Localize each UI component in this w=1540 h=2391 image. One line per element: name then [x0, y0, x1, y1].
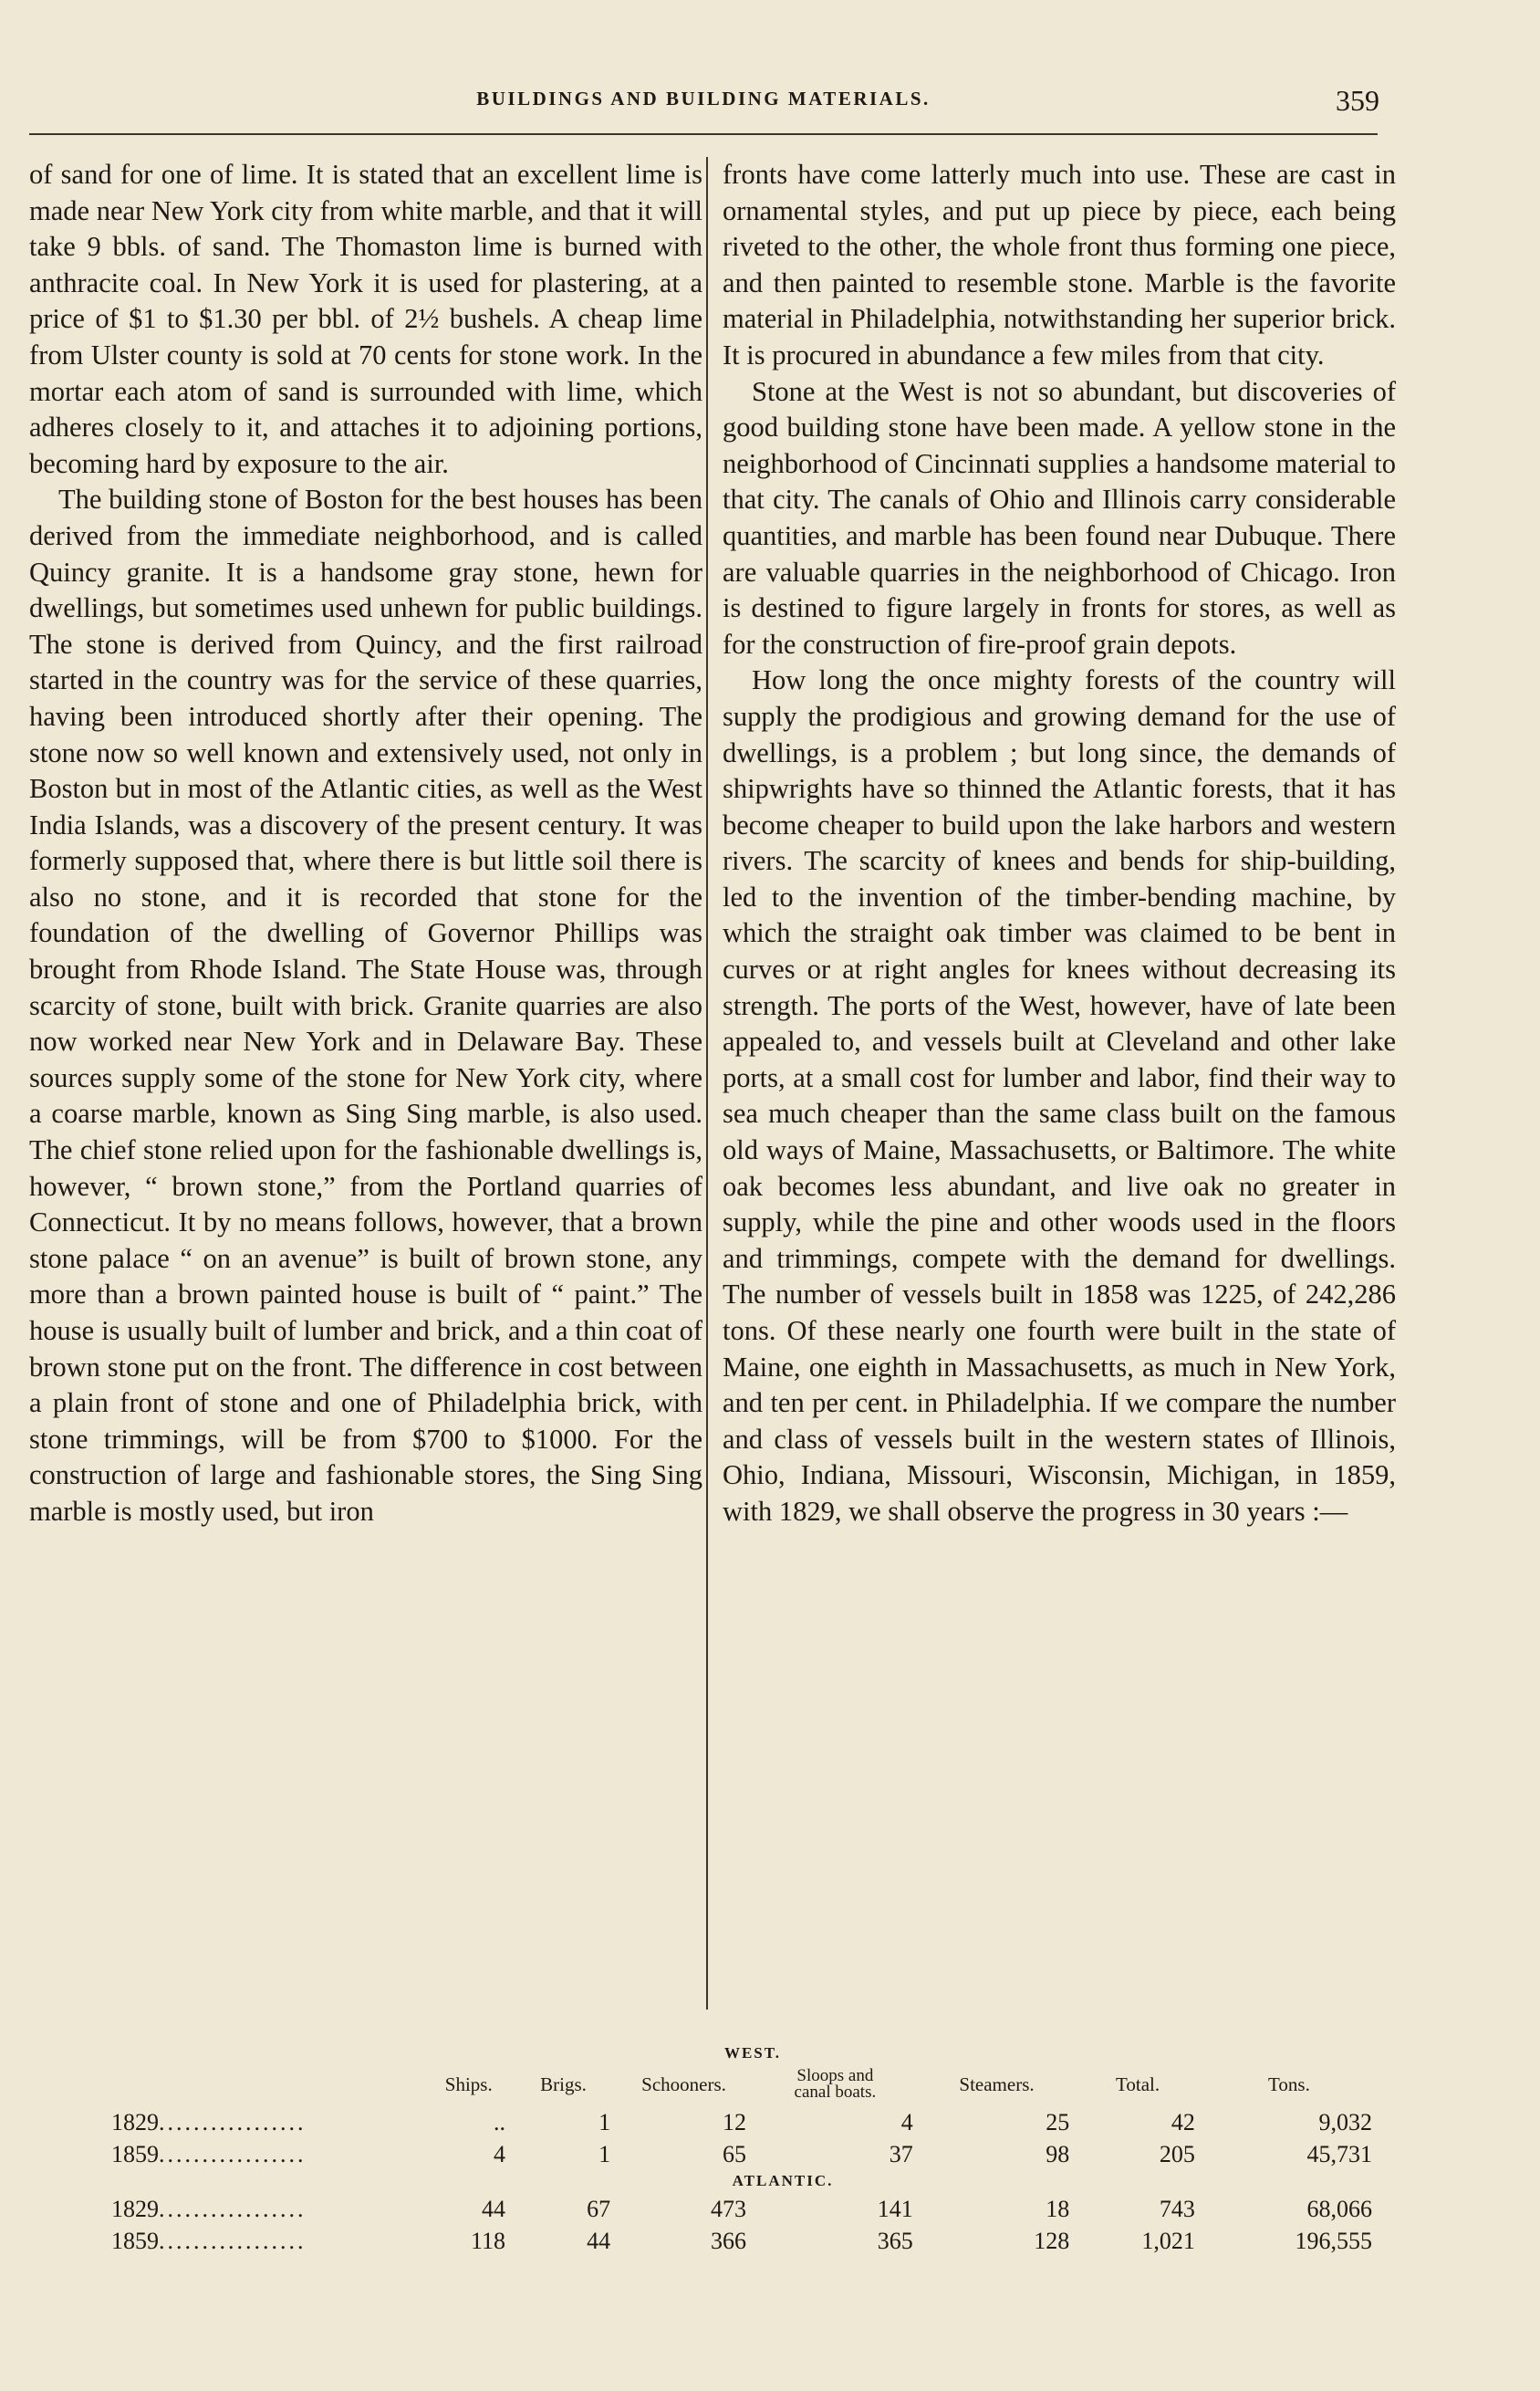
cell-sloops: 4	[900, 2109, 913, 2135]
region-title-west: WEST.	[723, 2044, 782, 2062]
cell-brigs: 1	[598, 2109, 611, 2135]
page-header	[27, 84, 1379, 124]
cell-brigs: 67	[587, 2195, 611, 2222]
cell-ships: 4	[494, 2141, 506, 2168]
right-paragraph-2: Stone at the West is not so abundant, but discoveries of good building stone have been made. A yellow stone in the neighborhood of Cincinnati supplies a handsome material to that city. The canals of Ohio and Illinois carry considerable quantities, and marble has been found near Dubuque. There are valuable quarries in the neighborhood of Chicago. Iron is destined to figure largely in fronts for stores, as well as for the construction of fire-proof grain depots.	[723, 375, 1396, 660]
column-divider	[706, 157, 708, 2010]
table-row	[29, 2225, 1378, 2257]
left-column	[29, 157, 702, 1530]
header-tons: Tons.	[1268, 2073, 1310, 2095]
row-year: 1859.................	[111, 2227, 307, 2254]
right-paragraph-3: How long the once mighty forests of the country will supply the prodigious and growing demand for the use of dwellings, is a problem ; but long since, the demands of shipwrights have so thinned the Atlantic forests, that it has become cheaper to build upon the lake harbors and western rivers. The scarcity of knees and bends for ship-building, led to the invention of the timber-bending machine, by which the straight oak timber was claimed to be bent in curves or at right angles for knees without decreasing its strength. The ports of the West, however, have of late been appealed to, and vessels built at Cleveland and other lake ports, at a small cost for lumber and labor, find their way to sea much cheaper than the same class built on the famous old ways of Maine, Massachusetts, or Baltimore. The white oak becomes less abundant, and live oak no greater in supply, while the pine and other woods used in the floors and trimmings, compete with the demand for dwellings. The number of vessels built in 1858 was 1225, of 242,286 tons. Of these nearly one fourth were built in the state of Maine, one eighth in Massachusetts, as much in New York, and ten per cent. in Philadelphia. If we compare the number and class of vessels built in the western states of Illinois, Ohio, Indiana, Missouri, Wisconsin, Michigan, in 1859, with 1829, we shall observe the progress in 30 years :—	[723, 664, 1396, 1527]
cell-ships: 118	[470, 2227, 506, 2254]
header-sloops-line2: canal boats.	[794, 2083, 877, 2102]
cell-tons: 196,555	[1295, 2227, 1372, 2254]
cell-ships: ..	[494, 2109, 506, 2135]
cell-schooners: 65	[723, 2141, 747, 2168]
header-steamers: Steamers.	[959, 2073, 1035, 2095]
right-column	[723, 157, 1396, 1530]
cell-steamers: 98	[1046, 2141, 1070, 2168]
header-sloops-line1: Sloops and	[796, 2066, 874, 2085]
cell-schooners: 12	[723, 2109, 747, 2135]
header-year	[29, 2068, 427, 2106]
cell-brigs: 1	[598, 2141, 611, 2168]
header-brigs: Brigs.	[540, 2073, 587, 2095]
cell-ships: 44	[482, 2195, 506, 2222]
region-title-row	[29, 2170, 1378, 2192]
vessel-statistics-table	[29, 2041, 1378, 2257]
cell-tons: 45,731	[1306, 2141, 1372, 2168]
cell-total: 42	[1171, 2109, 1195, 2135]
region-title-atlantic: ATLANTIC.	[732, 2172, 834, 2190]
cell-sloops: 365	[877, 2227, 913, 2254]
cell-steamers: 18	[1046, 2195, 1070, 2222]
cell-total: 743	[1159, 2195, 1195, 2222]
cell-total: 205	[1159, 2141, 1195, 2168]
cell-steamers: 128	[1034, 2227, 1070, 2254]
header-sloops	[752, 2068, 919, 2106]
table-row	[29, 2106, 1378, 2138]
cell-schooners: 473	[711, 2195, 747, 2222]
cell-sloops: 37	[889, 2141, 913, 2168]
page-number: 359	[1336, 84, 1379, 117]
cell-tons: 68,066	[1306, 2195, 1372, 2222]
header-total: Total.	[1116, 2073, 1160, 2095]
table-header-row	[29, 2068, 1378, 2106]
right-paragraph-1: fronts have come latterly much into use. These are cast in ornamental styles, and put up piece by piece, each being riveted to the other, the whole front thus forming one piece, and then painted to resemble stone. Marble is the favorite material in Philadelphia, notwithstanding her superior brick. It is procured in abundance a few miles from that city.	[723, 159, 1396, 371]
header-rule	[29, 133, 1378, 135]
cell-sloops: 141	[877, 2195, 913, 2222]
cell-schooners: 366	[711, 2227, 747, 2254]
table-row	[29, 2193, 1378, 2225]
row-year: 1859.................	[111, 2141, 307, 2168]
header-schooners: Schooners.	[641, 2073, 726, 2095]
cell-tons: 9,032	[1318, 2109, 1372, 2135]
table-row	[29, 2138, 1378, 2170]
header-ships: Ships.	[444, 2073, 493, 2095]
running-title: BUILDINGS AND BUILDING MATERIALS.	[476, 88, 931, 110]
cell-steamers: 25	[1046, 2109, 1070, 2135]
left-paragraph-1: of sand for one of lime. It is stated that an excellent lime is made near New York city from white marble, and that it will take 9 bbls. of sand. The Thomaston lime is burned with anthracite coal. In New York it is used for plastering, at a price of $1 to $1.30 per bbl. of 2½ bushels. A cheap lime from Ulster county is sold at 70 cents for stone work. In the mortar each atom of sand is surrounded with lime, which adheres closely to it, and attaches it to adjoining portions, becoming hard by exposure to the air.	[29, 159, 702, 479]
left-paragraph-2: The building stone of Boston for the best houses has been derived from the immediate neighborhood, and is called Quincy granite. It is a handsome gray stone, hewn for dwellings, but sometimes used unhewn for public buildings. The stone is derived from Quincy, and the first railroad started in the country was for the service of these quarries, having been introduced shortly after their opening. The stone now so well known and extensively used, not only in Boston but in most of the Atlantic cities, as well as the West India Islands, was a discovery of the present century. It was formerly supposed that, where there is but little soil there is also no stone, and it is recorded that stone for the foundation of the dwelling of Governor Phillips was brought from Rhode Island. The State House was, through scarcity of stone, built with brick. Granite quarries are also now worked near New York and in Delaware Bay. These sources supply some of the stone for New York city, where a coarse marble, known as Sing Sing marble, is also used. The chief stone relied upon for the fashionable dwellings is, however, “ brown stone,” from the Portland quarries of Connecticut. It by no means follows, however, that a brown stone palace “ on an avenue” is built of brown stone, any more than a brown painted house is built of “ paint.” The house is usually built of lumber and brick, and a thin coat of brown stone put on the front. The difference in cost between a plain front of stone and one of Philadelphia brick, with stone trimmings, will be from $700 to $1000. For the construction of large and fashionable stores, the Sing Sing marble is mostly used, but iron	[29, 484, 702, 1527]
row-year: 1829.................	[111, 2109, 307, 2135]
cell-brigs: 44	[587, 2227, 611, 2254]
vessels-table	[29, 2068, 1378, 2257]
cell-total: 1,021	[1141, 2227, 1195, 2254]
row-year: 1829.................	[111, 2195, 307, 2222]
